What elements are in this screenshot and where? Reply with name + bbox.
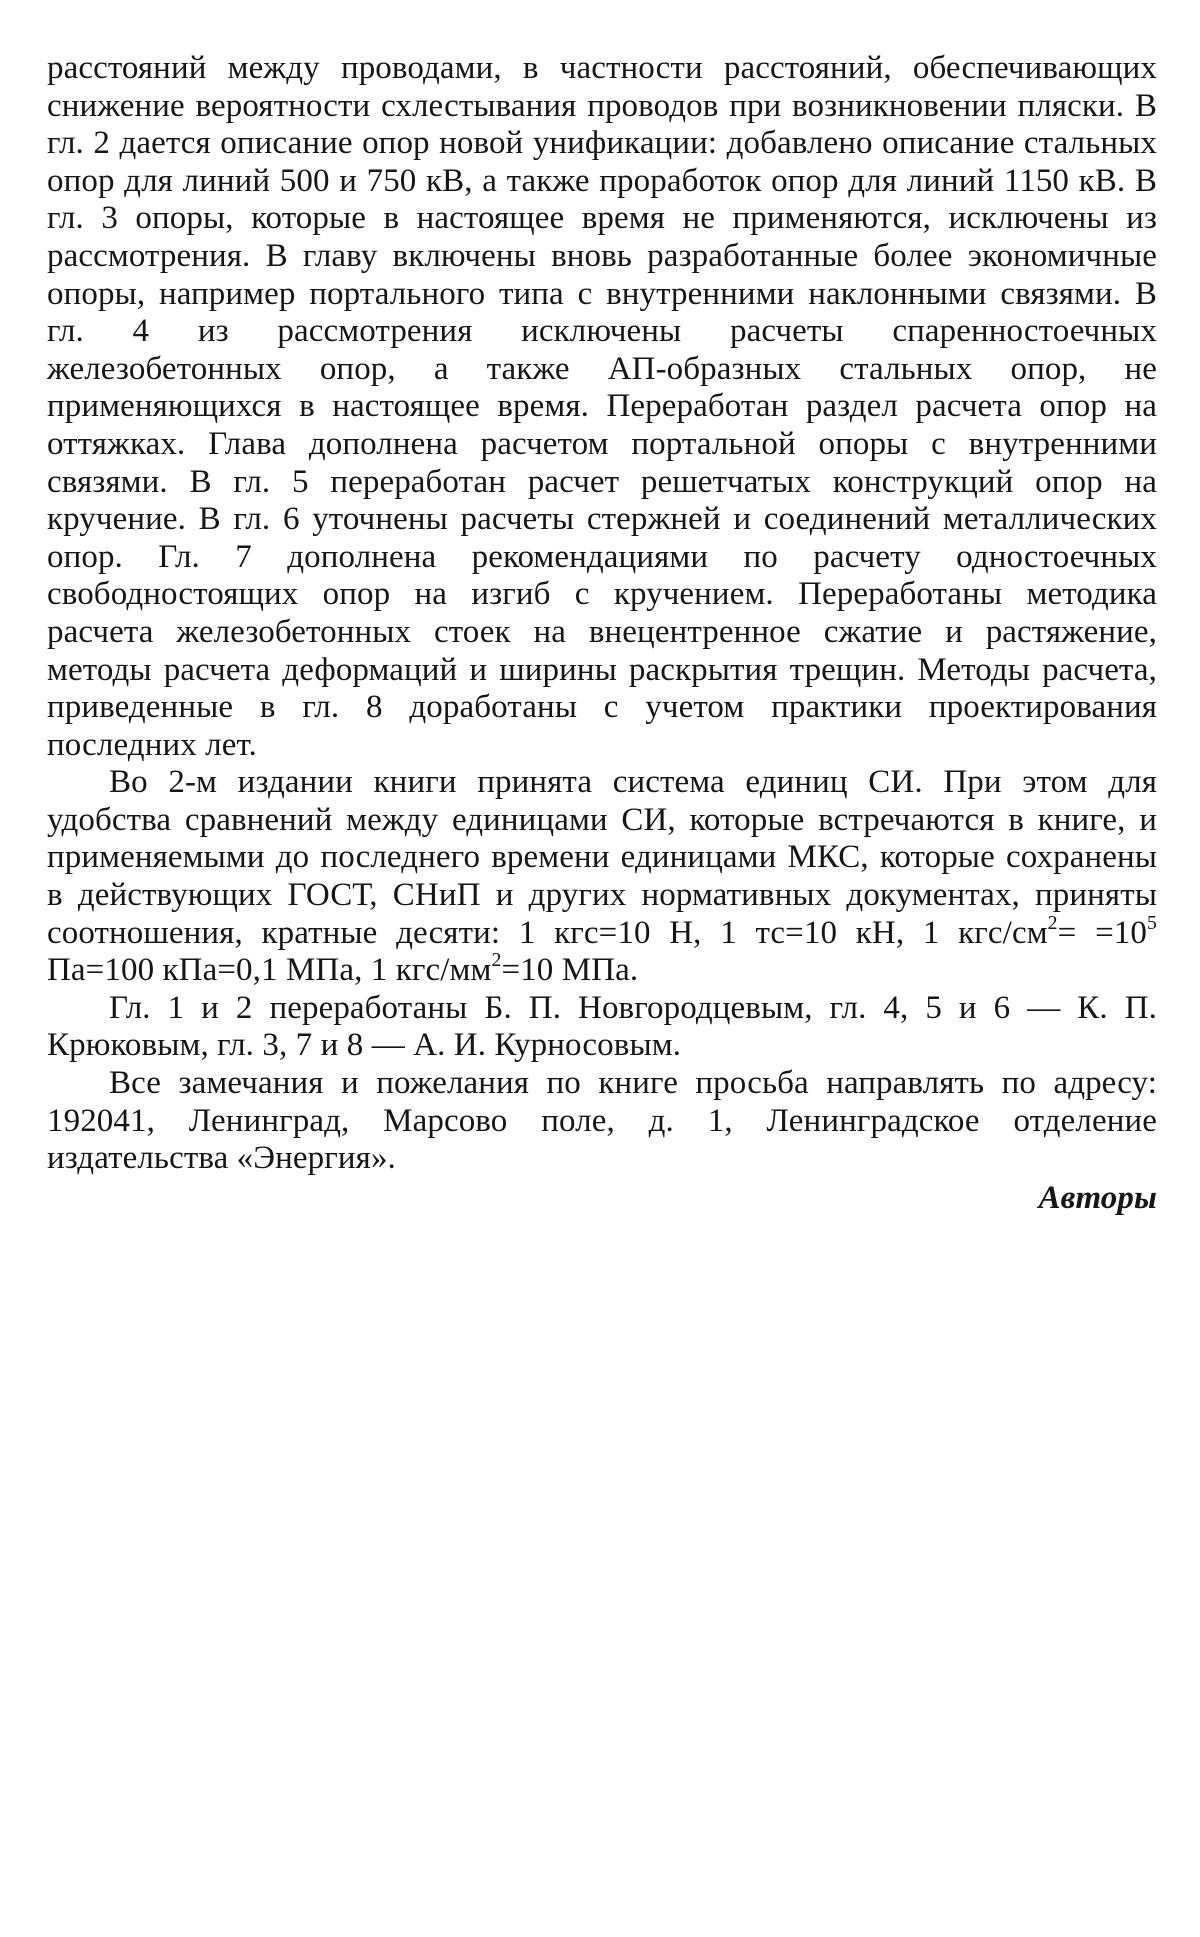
paragraph-chapter-changes: расстояний между проводами, в частности расстояний, обеспечивающих снижение вероятности схлестывания проводов при возникновении пляски. В гл. 2 дается описание опор новой унификации: добавлено описание стальных опор для линий 500 и 750 кВ, а также проработок опор для линий 1150 кВ. В гл. 3 опоры, которые в настоящее время не применяются, исключены из рассмотрения. В главу включены вновь разработанные более экономичные опоры, например портального типа с внутренними наклонными связями. В гл. 4 из рассмотрения исключены расчеты спаренностоечных железобетонных опор, а также АП-образных стальных опор, не применяющихся в настоящее время. Переработан раздел расчета опор на оттяжках. Глава дополнена расчетом портальной опоры с внутренними связями. В гл. 5 переработан расчет решетчатых конструкций опор на кручение. В гл. 6 уточнены расчеты стержней и соединений металлических опор. Гл. 7 дополнена рекомендациями по расчету одностоечных свободностоящих опор на изгиб с кручением. Переработаны методика расчета железобетонных стоек на внецентренное сжатие и растяжение, методы расчета деформаций и ширины раскрытия трещин. Методы расчета, приведенные в гл. 8 доработаны с учетом практики проектирования последних лет. — [47, 50, 1157, 763]
superscript-exponent-1: 2 — [1047, 911, 1058, 934]
si-units-text-part1: Во 2-м издании книги принята система единиц СИ. При этом для удобства сравнений между единицами СИ, которые встречаются в книге, и применяемыми до последнего времени единицами МКС, которые сохранены в действующих ГОСТ, СНиП и других нормативных документах, приняты соотношения, кратные десяти: 1 кгс=10 Н, 1 тс=10 кН, 1 кгс/см — [47, 764, 1157, 951]
si-units-text-part4: =10 МПа. — [501, 952, 639, 989]
paragraph-authorship: Гл. 1 и 2 переработаны Б. П. Новгородцевым, гл. 4, 5 и 6 — К. П. Крюковым, гл. 3, 7 и 8 — А. И. Курносовым. — [47, 989, 1157, 1064]
paragraph-si-units — [47, 764, 1157, 990]
superscript-exponent-2: 5 — [1146, 911, 1157, 934]
document-page — [47, 50, 1157, 1217]
superscript-exponent-3: 2 — [491, 949, 502, 972]
si-units-text-part2: = =10 — [1057, 914, 1147, 951]
signature-authors: Авторы — [1038, 1179, 1157, 1216]
paragraph-feedback-address: Все замечания и пожелания по книге просьба направлять по адресу: 192041, Ленинград, Марсово поле, д. 1, Ленинградское отделение издательства «Энергия». — [47, 1065, 1157, 1177]
si-units-text-part3: Па=100 кПа=0,1 МПа, 1 кгс/мм — [47, 952, 492, 989]
